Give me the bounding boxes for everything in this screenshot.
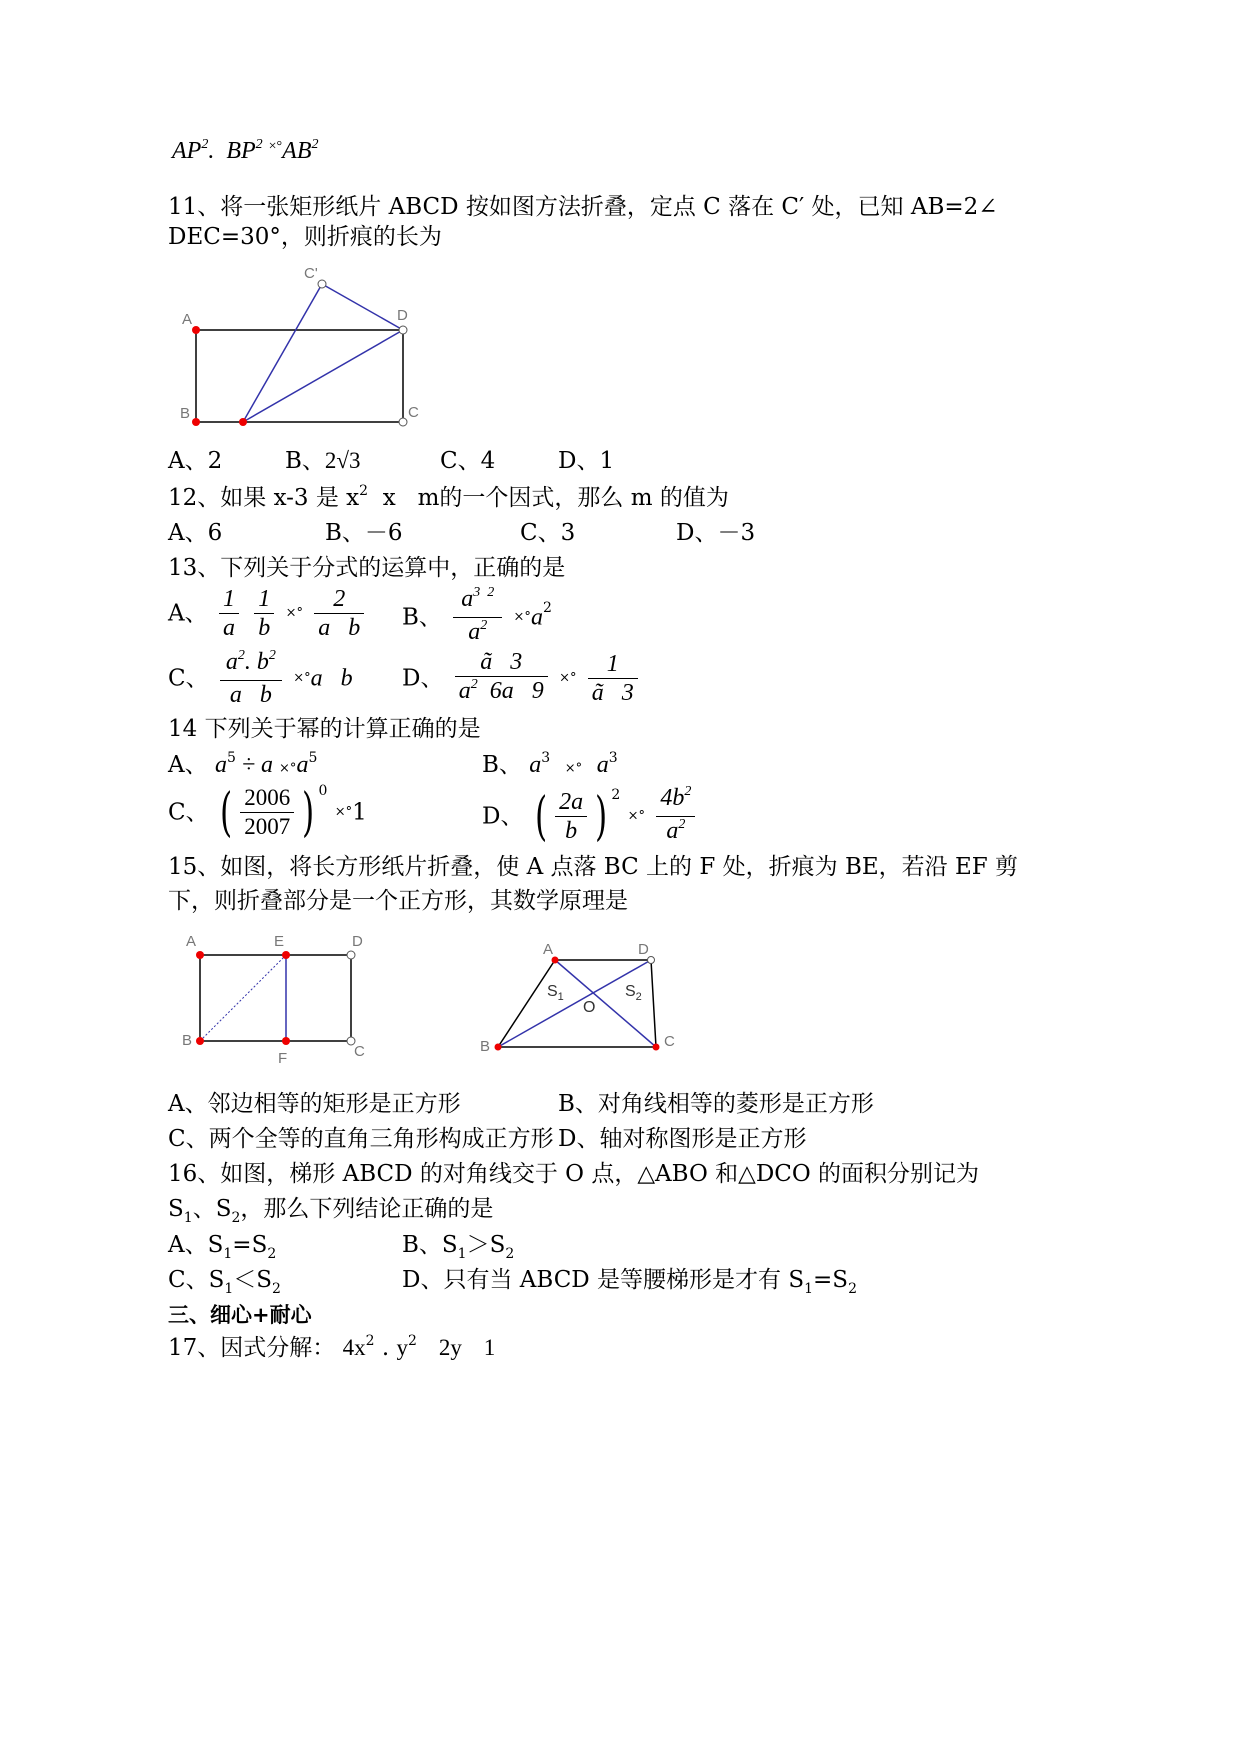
- frac-num-sup: 3 2: [473, 585, 495, 600]
- frac-num-sup: 2: [684, 784, 692, 799]
- frac-den: ã 3: [591, 680, 634, 706]
- expr-mid: ÷ a: [235, 752, 280, 778]
- q12-option-a[interactable]: A、6: [168, 520, 223, 546]
- paren-right: ): [302, 782, 315, 843]
- frac-den: a b: [229, 682, 272, 708]
- point-c: [653, 1044, 660, 1051]
- label-d: D: [638, 941, 649, 958]
- formula-eq: ×°: [268, 139, 283, 154]
- point-b: [192, 418, 200, 426]
- rect-abcd: [200, 955, 351, 1041]
- q16-s1: S: [168, 1196, 184, 1222]
- q17-text: [168, 1333, 495, 1366]
- frac-c: [220, 648, 282, 709]
- label-s1: [547, 983, 564, 1003]
- q16-text-suffix: ，那么下列结论正确的是: [240, 1196, 494, 1222]
- q11-option-c[interactable]: C、4: [440, 448, 496, 474]
- q13-option-a-label: A、: [168, 600, 208, 627]
- point-b: [196, 1037, 204, 1045]
- q14-option-c[interactable]: [168, 784, 367, 841]
- label-s2-s: S: [625, 983, 636, 1000]
- eq-sign: ×°: [559, 670, 577, 686]
- result: a b: [310, 665, 353, 692]
- result-sup: 2: [542, 599, 552, 616]
- label-s1-s: S: [547, 983, 558, 1000]
- frac-d: [555, 788, 587, 845]
- q15-text-line2: 下，则折叠部分是一个正方形，其数学原理是: [168, 888, 628, 914]
- frac-d-result: [588, 650, 638, 707]
- q16-option-a-pre: A、S: [168, 1232, 224, 1258]
- eq-sign: ×°: [513, 609, 531, 625]
- sub-1: 1: [224, 1281, 234, 1297]
- fold-line-ec: [243, 284, 322, 422]
- q13-option-d-label: D、: [402, 665, 444, 692]
- label-c: C: [354, 1043, 365, 1060]
- frac-den: a: [222, 615, 235, 641]
- label-s1-sub: 1: [557, 991, 564, 1003]
- q15-option-b[interactable]: B、对角线相等的菱形是正方形: [558, 1091, 874, 1117]
- q12-text-prefix: 12、如果 x-3 是 x: [168, 485, 360, 511]
- q14-option-c-label: C、: [168, 799, 209, 826]
- q13-text: 13、下列关于分式的运算中，正确的是: [168, 555, 566, 581]
- frac-d-result: [656, 784, 695, 849]
- result: a: [596, 752, 609, 778]
- q11-option-d[interactable]: D、1: [558, 448, 615, 474]
- q14-option-d-label: D、: [482, 803, 524, 830]
- frac-num: 2006: [240, 784, 294, 813]
- result: 1: [352, 799, 367, 826]
- q13-option-a[interactable]: [168, 585, 368, 642]
- frac-num: a: [225, 649, 238, 675]
- point-a: [192, 326, 200, 334]
- point-d: [399, 326, 407, 334]
- q12-option-c[interactable]: C、3: [520, 520, 576, 546]
- q17-sup: 2: [365, 1333, 375, 1349]
- frac-num: a: [461, 586, 474, 612]
- fold-line-cd: [322, 284, 403, 330]
- point-c-prime: [318, 280, 326, 288]
- q15-figure-square: [175, 926, 385, 1066]
- q16-text-line2: [168, 1194, 493, 1227]
- sub-2: 2: [848, 1281, 857, 1297]
- point-f: [282, 1037, 290, 1045]
- q17-expr-4x: 4x: [342, 1335, 366, 1360]
- top-formula: [172, 138, 318, 165]
- eq-sign: ×°: [564, 761, 583, 776]
- expr: a: [214, 752, 227, 778]
- q14-option-a[interactable]: [168, 750, 317, 784]
- q12-text-mid: x m: [368, 485, 440, 511]
- q14-option-a-label: A、: [168, 752, 208, 778]
- sub-2: 2: [272, 1281, 281, 1297]
- frac-den: a b: [318, 615, 361, 641]
- q17-label: 17、因式分解：: [168, 1335, 336, 1361]
- power: 2: [611, 786, 621, 803]
- eq-sign: ×°: [285, 605, 303, 621]
- crease-line: [243, 330, 403, 422]
- q12-option-d[interactable]: D、－3: [676, 520, 756, 546]
- frac-num-2-sup: 2: [268, 648, 276, 663]
- q16-option-a[interactable]: [168, 1230, 276, 1263]
- sub-1: 1: [804, 1281, 814, 1297]
- frac-den: 2007: [244, 814, 291, 839]
- sub-1: 1: [457, 1246, 467, 1262]
- result-sup: 3: [608, 750, 618, 766]
- point-a: [196, 951, 204, 959]
- label-c: C: [408, 404, 419, 421]
- q16-option-a-mid: =S: [232, 1232, 268, 1258]
- frac-den: a: [666, 818, 679, 844]
- diagonal-ac: [555, 960, 656, 1047]
- q17-expr-1: 1: [483, 1335, 496, 1360]
- q13-option-b-label: B、: [402, 604, 442, 631]
- frac-num: 1: [254, 585, 274, 614]
- label-c-prime: C': [304, 265, 318, 282]
- expr: a: [529, 752, 542, 778]
- frac-den: b: [258, 615, 271, 641]
- diagonal-bd: [498, 960, 651, 1047]
- sub-2: 2: [505, 1246, 515, 1262]
- q17-sup: 2: [407, 1333, 417, 1349]
- label-s2-sub: 2: [635, 991, 642, 1003]
- q16-option-b-mid: ＞S: [466, 1232, 506, 1258]
- frac-den: b: [565, 818, 578, 844]
- formula-ap: AP: [172, 138, 202, 164]
- label-a: A: [182, 311, 193, 328]
- q12-option-b[interactable]: B、－6: [325, 520, 403, 546]
- formula-bp: BP: [226, 138, 256, 164]
- point-e: [282, 951, 290, 959]
- frac-num: 1: [588, 650, 638, 679]
- power: 0: [318, 782, 328, 799]
- q16-option-b-pre: B、S: [402, 1232, 458, 1258]
- label-s2: [625, 983, 642, 1003]
- frac-num-2: . b: [244, 649, 269, 675]
- frac-num-sup: 2: [237, 648, 245, 663]
- formula-ab: AB: [282, 138, 312, 164]
- frac-den-2: 6a 9: [477, 678, 544, 704]
- q15-option-c[interactable]: C、两个全等的直角三角形构成正方形: [168, 1126, 554, 1152]
- frac-2-ab: [314, 585, 364, 642]
- frac-b: [453, 585, 502, 650]
- eq-sign: ×°: [627, 808, 645, 824]
- q17-expr-y: y: [396, 1335, 408, 1360]
- formula-sup: 2: [311, 137, 319, 152]
- label-a: A: [186, 933, 197, 950]
- frac-1-a: [219, 585, 239, 642]
- label-b: B: [182, 1032, 193, 1049]
- label-c: C: [664, 1033, 675, 1050]
- point-b: [495, 1044, 502, 1051]
- q13-option-c[interactable]: [168, 648, 353, 709]
- label-e: E: [274, 933, 285, 950]
- formula-sup: 2: [201, 137, 209, 152]
- q16-figure-trapezoid: [475, 932, 685, 1062]
- q16-option-c[interactable]: [168, 1265, 281, 1298]
- q16-option-c-pre: C、S: [168, 1267, 225, 1293]
- label-b: B: [180, 405, 191, 422]
- q11-option-b[interactable]: [285, 446, 361, 476]
- q15-option-a[interactable]: A、邻边相等的矩形是正方形: [168, 1091, 461, 1117]
- q17-expr-2y: 2y: [438, 1335, 462, 1360]
- q11-text-line2: DEC=30°，则折痕的长为: [168, 224, 442, 250]
- q16-option-d[interactable]: [402, 1265, 857, 1298]
- label-f: F: [278, 1050, 288, 1066]
- q16-option-d-pre: D、只有当 ABCD 是等腰梯形是才有 S: [402, 1267, 805, 1293]
- frac-num: 2: [314, 585, 364, 614]
- q11-option-b-value: 2√3: [324, 448, 361, 473]
- eq-sign: ×°: [334, 804, 353, 820]
- label-a: A: [543, 941, 554, 958]
- result: a: [530, 604, 543, 631]
- q11-option-a[interactable]: A、2: [168, 448, 223, 474]
- q13-option-c-label: C、: [168, 665, 209, 692]
- q12-sup: 2: [359, 483, 369, 499]
- frac-num: 4b: [660, 785, 685, 811]
- q16-option-d-mid: =S: [813, 1267, 849, 1293]
- q17-op: .: [381, 1335, 390, 1361]
- q16-option-c-mid: ＜S: [233, 1267, 273, 1293]
- formula-sup: 2: [255, 137, 263, 152]
- frac-den-sup: 2: [678, 817, 686, 832]
- label-o: O: [583, 999, 596, 1016]
- q14-option-b-label: B、: [482, 752, 522, 778]
- q16-option-b[interactable]: [402, 1230, 514, 1263]
- expr-sup: 5: [226, 750, 236, 766]
- frac-den-sup: 2: [470, 677, 478, 692]
- q15-text-line1: 15、如图，将长方形纸片折叠，使 A 点落 BC 上的 F 处，折痕为 BE，若沿 EF 剪: [168, 854, 1019, 880]
- q14-option-d[interactable]: [482, 784, 699, 849]
- section-3-title: 三、细心+耐心: [168, 1303, 312, 1327]
- frac-den-sup: 2: [480, 618, 488, 633]
- frac-1-b: [254, 585, 274, 642]
- q14-text: 14 下列关于幂的计算正确的是: [168, 716, 481, 742]
- paren-left: (: [534, 786, 548, 847]
- frac-den: a: [468, 619, 481, 645]
- frac-den: a: [458, 678, 471, 704]
- q13-option-d[interactable]: [402, 648, 642, 709]
- frac-c: [240, 784, 294, 841]
- result-sup: 5: [308, 750, 318, 766]
- paren-left: (: [219, 782, 233, 843]
- q11-figure: [170, 262, 430, 442]
- eq-sign: ×°: [293, 670, 311, 686]
- paren-right: ): [595, 786, 608, 847]
- q16-text-line1: 16、如图，梯形 ABCD 的对角线交于 O 点，△ABO 和△DCO 的面积分别记为: [168, 1161, 980, 1187]
- frac-d: [455, 648, 548, 709]
- q13-option-b[interactable]: [402, 585, 552, 650]
- q16-s2: 、S: [192, 1196, 232, 1222]
- expr-sup: 3: [541, 750, 551, 766]
- frac-num: 2a: [555, 788, 587, 817]
- q12-text: [168, 483, 729, 516]
- eq-sign: ×°: [279, 761, 297, 776]
- frac-num: 1: [219, 585, 239, 614]
- label-b: B: [480, 1038, 491, 1055]
- result: a: [296, 752, 309, 778]
- point-d: [347, 951, 355, 959]
- sub-1: 1: [223, 1246, 233, 1262]
- label-d: D: [352, 933, 363, 950]
- point-c: [399, 418, 407, 426]
- sub-2: 2: [267, 1246, 277, 1262]
- label-d: D: [397, 307, 408, 324]
- frac-num: ã 3: [455, 648, 548, 677]
- formula-sep: .: [208, 138, 215, 164]
- rect-abcd: [196, 330, 403, 422]
- point-e: [239, 418, 247, 426]
- q11-option-b-label: B、: [285, 448, 325, 474]
- q14-option-b[interactable]: [482, 750, 618, 784]
- q12-text-suffix: 的一个因式，那么 m 的值为: [439, 485, 729, 511]
- q15-option-d[interactable]: D、轴对称图形是正方形: [558, 1126, 807, 1152]
- q11-text-line1: 11、将一张矩形纸片 ABCD 按如图方法折叠，定点 C 落在 C′ 处，已知 AB=2∠: [168, 194, 998, 220]
- q16-s2-sub: 2: [231, 1210, 241, 1226]
- q16-s1-sub: 1: [183, 1210, 193, 1226]
- line-be: [200, 955, 286, 1041]
